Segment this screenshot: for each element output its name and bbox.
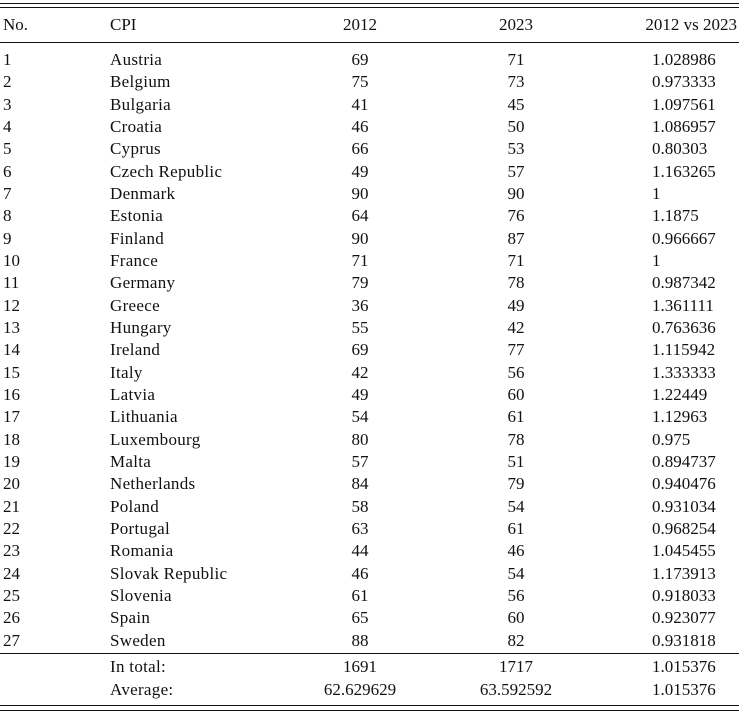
total-row [0, 656, 739, 678]
value-2012: 88 [351, 630, 369, 650]
totals-rule [0, 653, 739, 654]
ratio-value: 0.931034 [652, 496, 716, 516]
value-2012: 54 [351, 407, 369, 427]
value-2023: 46 [507, 541, 525, 561]
ratio-value: 0.763636 [652, 318, 716, 337]
table-row [0, 138, 739, 160]
ratio-value: 0.966667 [652, 228, 716, 248]
table-row [0, 94, 739, 116]
row-number: 3 [3, 94, 12, 114]
row-number: 7 [3, 184, 12, 203]
table-row [0, 71, 739, 93]
table-row [0, 406, 739, 428]
summary-label: In total: [110, 657, 167, 676]
value-2023: 82 [507, 630, 525, 650]
table-row [0, 607, 739, 629]
ratio-value: 1 [652, 251, 661, 270]
row-number: 24 [3, 563, 20, 583]
value-2023: 71 [507, 50, 525, 69]
ratio-value: 0.931818 [652, 630, 716, 650]
country-name: Latvia [110, 384, 156, 404]
value-2012: 36 [351, 295, 369, 315]
table-row [0, 116, 739, 138]
ratio-value: 1.173913 [652, 563, 716, 583]
country-name: Poland [110, 496, 160, 516]
value-2012: 42 [351, 362, 369, 382]
value-2012: 69 [351, 50, 369, 69]
table-row [0, 250, 739, 272]
top-rule [0, 3, 739, 4]
table-row [0, 518, 739, 540]
table-row [0, 473, 739, 495]
table-row [0, 295, 739, 317]
country-name: Netherlands [110, 474, 196, 494]
table-row [0, 317, 739, 339]
ratio-value: 0.968254 [652, 518, 716, 538]
summary-ratio: 1.015376 [652, 680, 716, 699]
value-2012: 46 [351, 117, 369, 136]
row-number: 20 [3, 474, 20, 494]
country-name: Spain [110, 608, 151, 628]
country-name: Germany [110, 273, 176, 293]
header-ratio: 2012 vs 2023 [645, 15, 737, 34]
value-2012: 61 [351, 585, 369, 605]
value-2023: 56 [507, 585, 525, 605]
value-2012: 71 [351, 251, 369, 270]
ratio-value: 0.940476 [652, 474, 716, 494]
ratio-value: 1 [652, 184, 661, 203]
ratio-value: 1.361111 [652, 295, 714, 315]
header-2012: 2012 [343, 15, 377, 34]
table-row [0, 272, 739, 294]
country-name: Luxembourg [110, 429, 201, 449]
table-row [0, 362, 739, 384]
table-row [0, 205, 739, 227]
row-number: 5 [3, 139, 12, 159]
ratio-value: 1.22449 [652, 384, 708, 404]
country-name: Estonia [110, 206, 164, 226]
country-name: Slovak Republic [110, 563, 228, 583]
row-number: 6 [3, 161, 12, 181]
value-2012: 80 [351, 429, 369, 449]
ratio-value: 0.923077 [652, 608, 716, 628]
bottom-rule [0, 705, 739, 706]
row-number: 1 [3, 50, 12, 69]
ratio-value: 1.12963 [652, 407, 708, 427]
value-2023: 42 [507, 318, 525, 337]
value-2023: 57 [507, 161, 525, 181]
ratio-value: 1.115942 [652, 340, 716, 360]
table-row [0, 563, 739, 585]
row-number: 21 [3, 496, 20, 516]
table-row [0, 585, 739, 607]
ratio-value: 1.1875 [652, 206, 699, 226]
header-2023: 2023 [499, 15, 533, 34]
value-2012: 55 [351, 318, 369, 337]
country-name: Malta [110, 451, 152, 471]
value-2012: 46 [351, 563, 369, 583]
table-row [0, 540, 739, 562]
row-number: 19 [3, 451, 20, 471]
row-number: 9 [3, 228, 12, 248]
value-2012: 63 [351, 518, 369, 538]
bottom-rule-inner [0, 710, 739, 711]
table-row [0, 161, 739, 183]
value-2012: 79 [351, 273, 369, 293]
row-number: 14 [3, 340, 20, 360]
country-name: Romania [110, 541, 174, 561]
row-number: 11 [3, 273, 20, 293]
row-number: 10 [3, 251, 20, 270]
row-number: 2 [3, 72, 12, 92]
value-2012: 69 [351, 340, 369, 360]
country-name: Ireland [110, 340, 161, 360]
ratio-value: 1.097561 [652, 94, 716, 114]
row-number: 8 [3, 206, 12, 226]
value-2023: 61 [507, 407, 525, 427]
value-2023: 78 [507, 273, 525, 293]
header-rule [0, 42, 739, 43]
row-number: 12 [3, 295, 20, 315]
ratio-value: 0.918033 [652, 585, 716, 605]
country-name: Greece [110, 295, 160, 315]
value-2023: 79 [507, 474, 525, 494]
value-2023: 73 [507, 72, 525, 92]
table-row [0, 630, 739, 652]
value-2023: 60 [507, 384, 525, 404]
value-2012: 90 [351, 228, 369, 248]
summary-label: Average: [110, 680, 174, 699]
value-2012: 65 [351, 608, 369, 628]
country-name: Lithuania [110, 407, 178, 427]
row-number: 27 [3, 630, 20, 650]
ratio-value: 1.333333 [652, 362, 716, 382]
country-name: Italy [110, 362, 143, 382]
country-name: Slovenia [110, 585, 172, 605]
value-2023: 50 [507, 117, 525, 136]
country-name: Croatia [110, 117, 163, 136]
table-row [0, 384, 739, 406]
table-row [0, 49, 739, 71]
value-2023: 56 [507, 362, 525, 382]
summary-2012: 1691 [343, 657, 377, 676]
ratio-value: 0.894737 [652, 451, 716, 471]
value-2023: 71 [507, 251, 525, 270]
value-2023: 49 [507, 295, 525, 315]
table-row [0, 339, 739, 361]
country-name: Bulgaria [110, 94, 171, 114]
value-2012: 49 [351, 384, 369, 404]
ratio-value: 0.975 [652, 429, 691, 449]
country-name: Denmark [110, 184, 176, 203]
country-name: France [110, 251, 159, 270]
value-2023: 45 [507, 94, 525, 114]
summary-ratio: 1.015376 [652, 657, 716, 676]
ratio-value: 1.045455 [652, 541, 716, 561]
table-row [0, 183, 739, 205]
summary-2023: 63.592592 [479, 680, 553, 699]
value-2012: 84 [351, 474, 369, 494]
value-2023: 61 [507, 518, 525, 538]
country-name: Hungary [110, 318, 172, 337]
summary-2023: 1717 [499, 657, 533, 676]
average-row [0, 679, 739, 701]
row-number: 16 [3, 384, 20, 404]
table-row [0, 228, 739, 250]
row-number: 18 [3, 429, 20, 449]
ratio-value: 0.987342 [652, 273, 716, 293]
row-number: 13 [3, 318, 20, 337]
ratio-value: 1.028986 [652, 50, 716, 69]
row-number: 23 [3, 541, 20, 561]
row-number: 17 [3, 407, 20, 427]
value-2023: 78 [507, 429, 525, 449]
country-name: Finland [110, 228, 165, 248]
row-number: 25 [3, 585, 20, 605]
value-2012: 41 [351, 94, 369, 114]
value-2023: 60 [507, 608, 525, 628]
value-2023: 76 [507, 206, 525, 226]
value-2023: 90 [507, 184, 525, 203]
value-2023: 51 [507, 451, 525, 471]
ratio-value: 0.973333 [652, 72, 716, 92]
value-2012: 66 [351, 139, 369, 159]
row-number: 4 [3, 117, 12, 136]
ratio-value: 1.163265 [652, 161, 716, 181]
row-number: 26 [3, 608, 20, 628]
summary-2012: 62.629629 [323, 680, 397, 699]
ratio-value: 0.80303 [652, 139, 708, 159]
value-2012: 49 [351, 161, 369, 181]
country-name: Cyprus [110, 139, 161, 159]
value-2012: 58 [351, 496, 369, 516]
row-number: 15 [3, 362, 20, 382]
row-number: 22 [3, 518, 20, 538]
header-cpi: CPI [110, 15, 137, 34]
country-name: Sweden [110, 630, 166, 650]
value-2012: 90 [351, 184, 369, 203]
top-rule-inner [0, 7, 739, 8]
value-2012: 64 [351, 206, 369, 226]
value-2023: 54 [507, 496, 525, 516]
value-2012: 57 [351, 451, 369, 471]
value-2023: 53 [507, 139, 525, 159]
value-2023: 54 [507, 563, 525, 583]
value-2023: 87 [507, 228, 525, 248]
country-name: Austria [110, 50, 163, 69]
country-name: Portugal [110, 518, 171, 538]
value-2012: 75 [351, 72, 369, 92]
country-name: Belgium [110, 72, 171, 92]
table-header-row [0, 14, 739, 36]
table-row [0, 496, 739, 518]
value-2023: 77 [507, 340, 525, 360]
value-2012: 44 [351, 541, 369, 561]
header-no: No. [3, 15, 29, 34]
ratio-value: 1.086957 [652, 117, 716, 136]
table-row [0, 451, 739, 473]
table-row [0, 429, 739, 451]
country-name: Czech Republic [110, 161, 223, 181]
